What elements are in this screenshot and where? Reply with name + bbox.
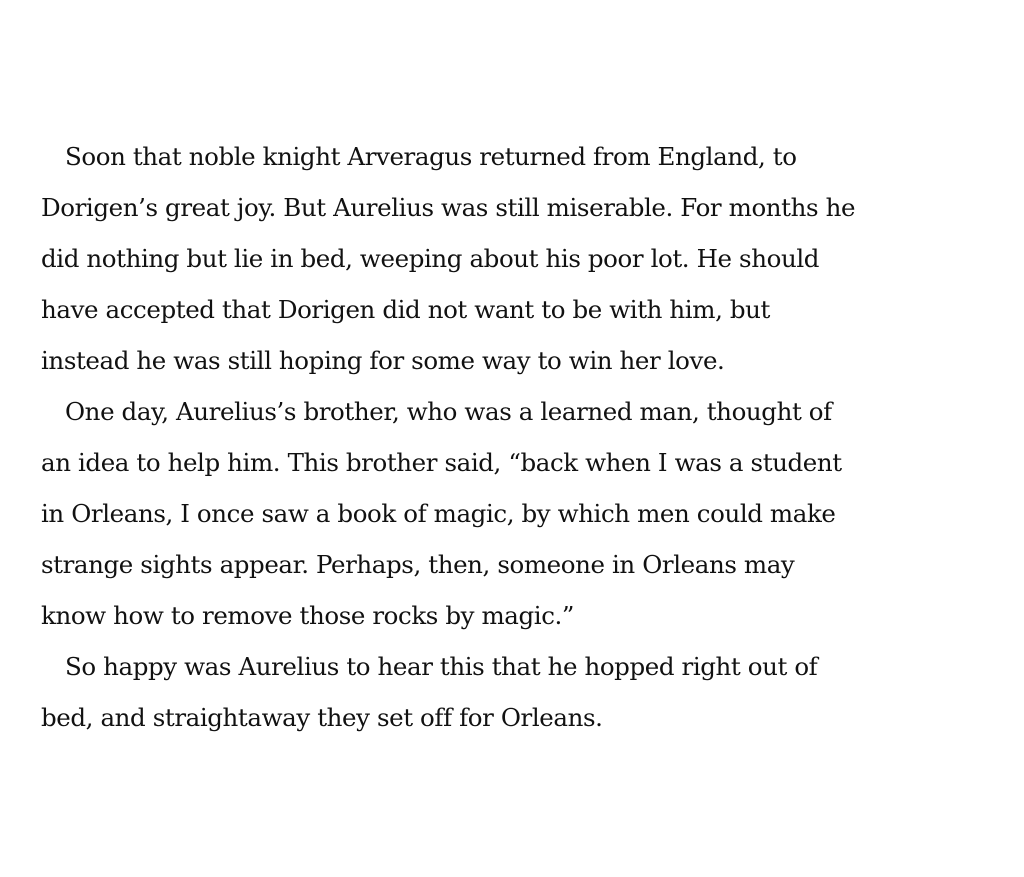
text-line: in Orleans, I once saw a book of magic, by which men could make — [41, 499, 836, 528]
text-line: So happy was Aurelius to hear this that he hopped right out of — [65, 652, 818, 681]
text-line: bed, and straightaway they set off for Orleans. — [41, 703, 603, 732]
text-line: instead he was still hoping for some way to win her love. — [41, 346, 725, 375]
story-text — [41, 131, 1001, 743]
text-line: know how to remove those rocks by magic.” — [41, 601, 575, 630]
text-line: an idea to help him. This brother said, “back when I was a student — [41, 448, 842, 477]
text-line: One day, Aurelius’s brother, who was a learned man, thought of — [65, 397, 832, 426]
text-line: have accepted that Dorigen did not want to be with him, but — [41, 295, 770, 324]
text-line: Dorigen’s great joy. But Aurelius was still miserable. For months he — [41, 193, 856, 222]
text-line: did nothing but lie in bed, weeping about his poor lot. He should — [41, 244, 820, 273]
text-line: strange sights appear. Perhaps, then, someone in Orleans may — [41, 550, 795, 579]
text-line: Soon that noble knight Arveragus returned from England, to — [65, 142, 797, 171]
